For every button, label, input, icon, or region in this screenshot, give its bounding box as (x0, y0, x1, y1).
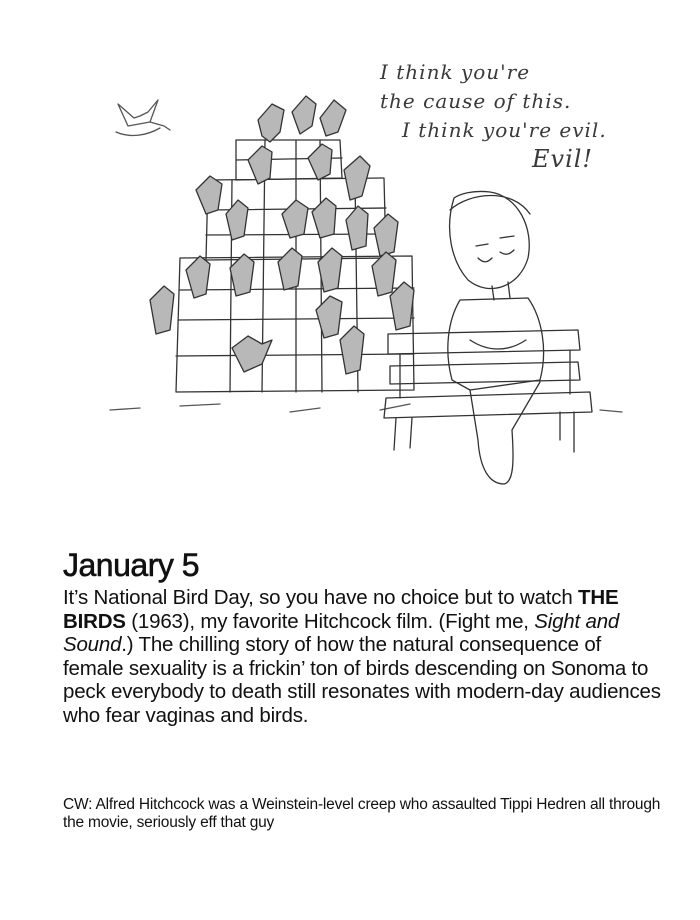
publication-name: Sight and Sound (63, 609, 620, 657)
speech-text (380, 58, 680, 174)
entry-body (63, 586, 663, 728)
speech-line-2: the cause of this. (380, 89, 572, 113)
entry-date: January 5 (63, 547, 200, 583)
speech-line-4: Evil! (532, 145, 594, 173)
flying-bird-icon (116, 100, 170, 135)
speech-line-1: I think you're (380, 60, 531, 84)
content-warning: CW: Alfred Hitchcock was a Weinstein-level creep who assaulted Tippi Hedren all through the movie, seriously eff that guy (63, 796, 661, 831)
woman-figure (448, 191, 544, 484)
entry-body-part-2: (1963), my favorite Hitchcock film. (Fight me, (125, 609, 535, 633)
entry-body-part-1: It’s National Bird Day, so you have no choice but to watch (63, 586, 579, 609)
entry-body-part-3: .) The chilling story of how the natural consequence of female sexuality is a frickin’ ton of birds descending on Sonoma to peck everybody to death still resonates with modern-day audiences who fear vaginas and birds. (63, 633, 661, 727)
film-title: THE BIRDS (63, 586, 619, 633)
speech-line-3: I think you're evil. (402, 118, 607, 142)
